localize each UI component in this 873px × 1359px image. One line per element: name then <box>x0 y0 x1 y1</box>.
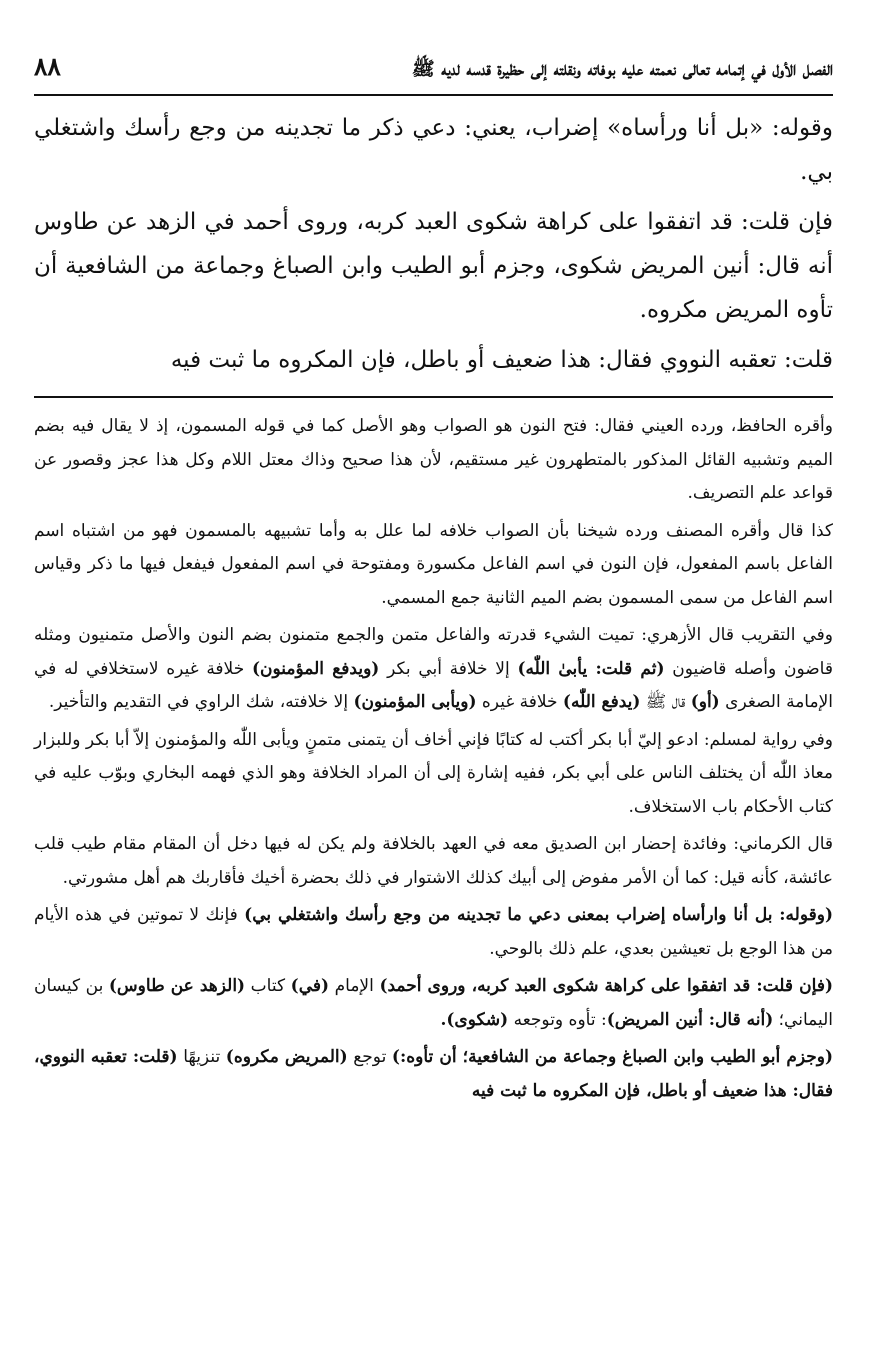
note-paragraph-7 <box>34 970 833 1037</box>
note-quote: (المريض مكروه) <box>225 1047 348 1067</box>
note-text: تنزيهًا <box>177 1047 226 1067</box>
note-quote: (وجزم أبو الطيب وابن الصباغ وجماعة من الشافعية؛ أن تأوه:) <box>391 1047 833 1067</box>
note-quote: (قلت: تعقبه النووي، فقال: هذا ضعيف أو باطل، فإن المكروه ما ثبت فيه <box>34 1047 833 1101</box>
main-text <box>34 106 833 382</box>
note-paragraph-1: وأقره الحافظ، ورده العيني فقال: فتح النون هو الصواب وهو الأصل كما في قوله المسمون، إذ لا يقال فيه بضم الميم وتشبيه القائل المذكور بالمتطهرون غير مستقيم، لأن هذا صحيح وذاك معتل اللام وكل هذا عجز وقصور عن قواعد علم التصريف. <box>34 416 833 503</box>
note-quote: (أنه قال: أنين المريض) <box>606 1009 774 1030</box>
note-text: فإنك لا تموتين في هذه الأيام من هذا الوجع بل تعيشين بعدي، علم ذلك بالوحي. <box>34 905 833 959</box>
note-text: الإمام <box>329 976 380 996</box>
note-paragraph-6 <box>34 899 833 966</box>
page-header <box>34 52 833 86</box>
note-quote: (ثم قلت: يأبىٰ اللّٰه) <box>517 658 665 679</box>
note-text: : تأوه وتوجعه <box>508 1009 607 1030</box>
main-paragraph-2: فإن قلت: قد اتفقوا على كراهة شكوى العبد كربه، وروى أحمد في الزهد عن طاوس أنه قال: أنين المريض شكوى، وجزم أبو الطيب وابن الصباغ وجماعة من الشافعية أن تأوه المريض مكروه. <box>34 209 833 323</box>
note-quote: (وقوله: بل أنا وارأساه إضراب بمعنى دعي ما تجدينه من وجع رأسك واشتغلي بي) <box>244 905 833 925</box>
note-text: كتاب <box>245 976 291 996</box>
note-paragraph-4: وفي رواية لمسلم: ادعو إليّ أبا بكر أكتب له كتابًا فإني أخاف أن يتمنى متمنٍ ويأبى اللّٰه والمؤمنون إلاّ أبا بكر وللبزار معاذ اللّٰه أن يختلف الناس على أبي بكر، ففيه إشارة إلى أن المراد الخلافة وهو الذي فهمه البخاري وبوّب عليه في كتاب الأحكام باب الاستخلاف. <box>34 729 833 817</box>
footnote-rule <box>34 396 833 398</box>
note-quote: (في) <box>290 976 330 996</box>
note-quote: (الزهد عن طاوس) <box>108 976 246 996</box>
main-paragraph-3: قلت: تعقبه النووي فقال: هذا ضعيف أو باطل، فإن المكروه ما ثبت فيه <box>170 347 833 373</box>
page-number: ٨٨ <box>34 52 61 81</box>
note-quote: (فإن قلت: قد اتفقوا على كراهة شكوى العبد كربه، وروى أحمد) <box>379 976 833 996</box>
running-title: الفصل الأول في إتمامه تعالى نعمته عليه بوفاته ونقلته إلى حظيرة قدسه لديه ﷺ <box>411 58 833 80</box>
commentary <box>34 410 833 1108</box>
note-text: قال ﷺ <box>640 692 691 712</box>
main-paragraph-1: وقوله: «بل أنا ورأساه» إضراب، يعني: دعي ذكر ما تجدينه من وجع رأسك واشتغلي بي. <box>34 115 833 185</box>
note-text: إلا خلافة أبي بكر <box>379 658 518 679</box>
note-quote: (أو) <box>690 692 720 712</box>
note-text: وفي التقريب قال الأزهري: تميت الشيء قدرته والفاعل متمن والجمع متمنون بضم النون والأصل متمنيون ومثله قاضون وأصله قاضيون <box>34 625 833 679</box>
note-text: بن كيسان اليماني؛ <box>34 976 833 1030</box>
note-quote: (ويأبى المؤمنون) <box>353 692 477 712</box>
note-text: خلافة غيره لاستخلافي له في الإمامة الصغرى <box>34 658 833 712</box>
note-paragraph-3 <box>34 619 833 720</box>
note-paragraph-8 <box>34 1041 833 1108</box>
note-text: إلا خلافته، شك الراوي في التقديم والتأخير. <box>48 692 354 712</box>
note-text: توجع <box>347 1047 392 1067</box>
note-paragraph-2: كذا قال وأقره المصنف ورده شيخنا بأن الصواب خلافه لما علل به وأما تشبيهه بالمسمون فهو من اشتباه اسم الفاعل باسم المفعول، فإن النون في اسم الفاعل مكسورة ومفتوحة في اسم المفعول فيفعل فيها ما ذكر وقياس اسم الفاعل من سمى المسمون بضم الميم الثانية جمع المسمي. <box>34 520 833 608</box>
note-paragraph-5: قال الكرماني: وفائدة إحضار ابن الصديق معه في العهد بالخلافة ولم يكن له فيها دخل أن المقام مقام طيب قلب عائشة، كأنه قيل: كما أن الأمر مفوض إلى أبيك كذلك الاشتوار في ذلك بحضرة أخيك فأقاربك هم أهل مشورتي. <box>34 834 833 888</box>
note-text: خلافة غيره <box>476 692 563 712</box>
note-quote: (شكوى). <box>440 1009 509 1030</box>
header-rule <box>34 94 833 96</box>
note-quote: (يدفع اللّٰه) <box>562 692 641 712</box>
note-quote: (ويدفع المؤمنون) <box>251 658 380 679</box>
